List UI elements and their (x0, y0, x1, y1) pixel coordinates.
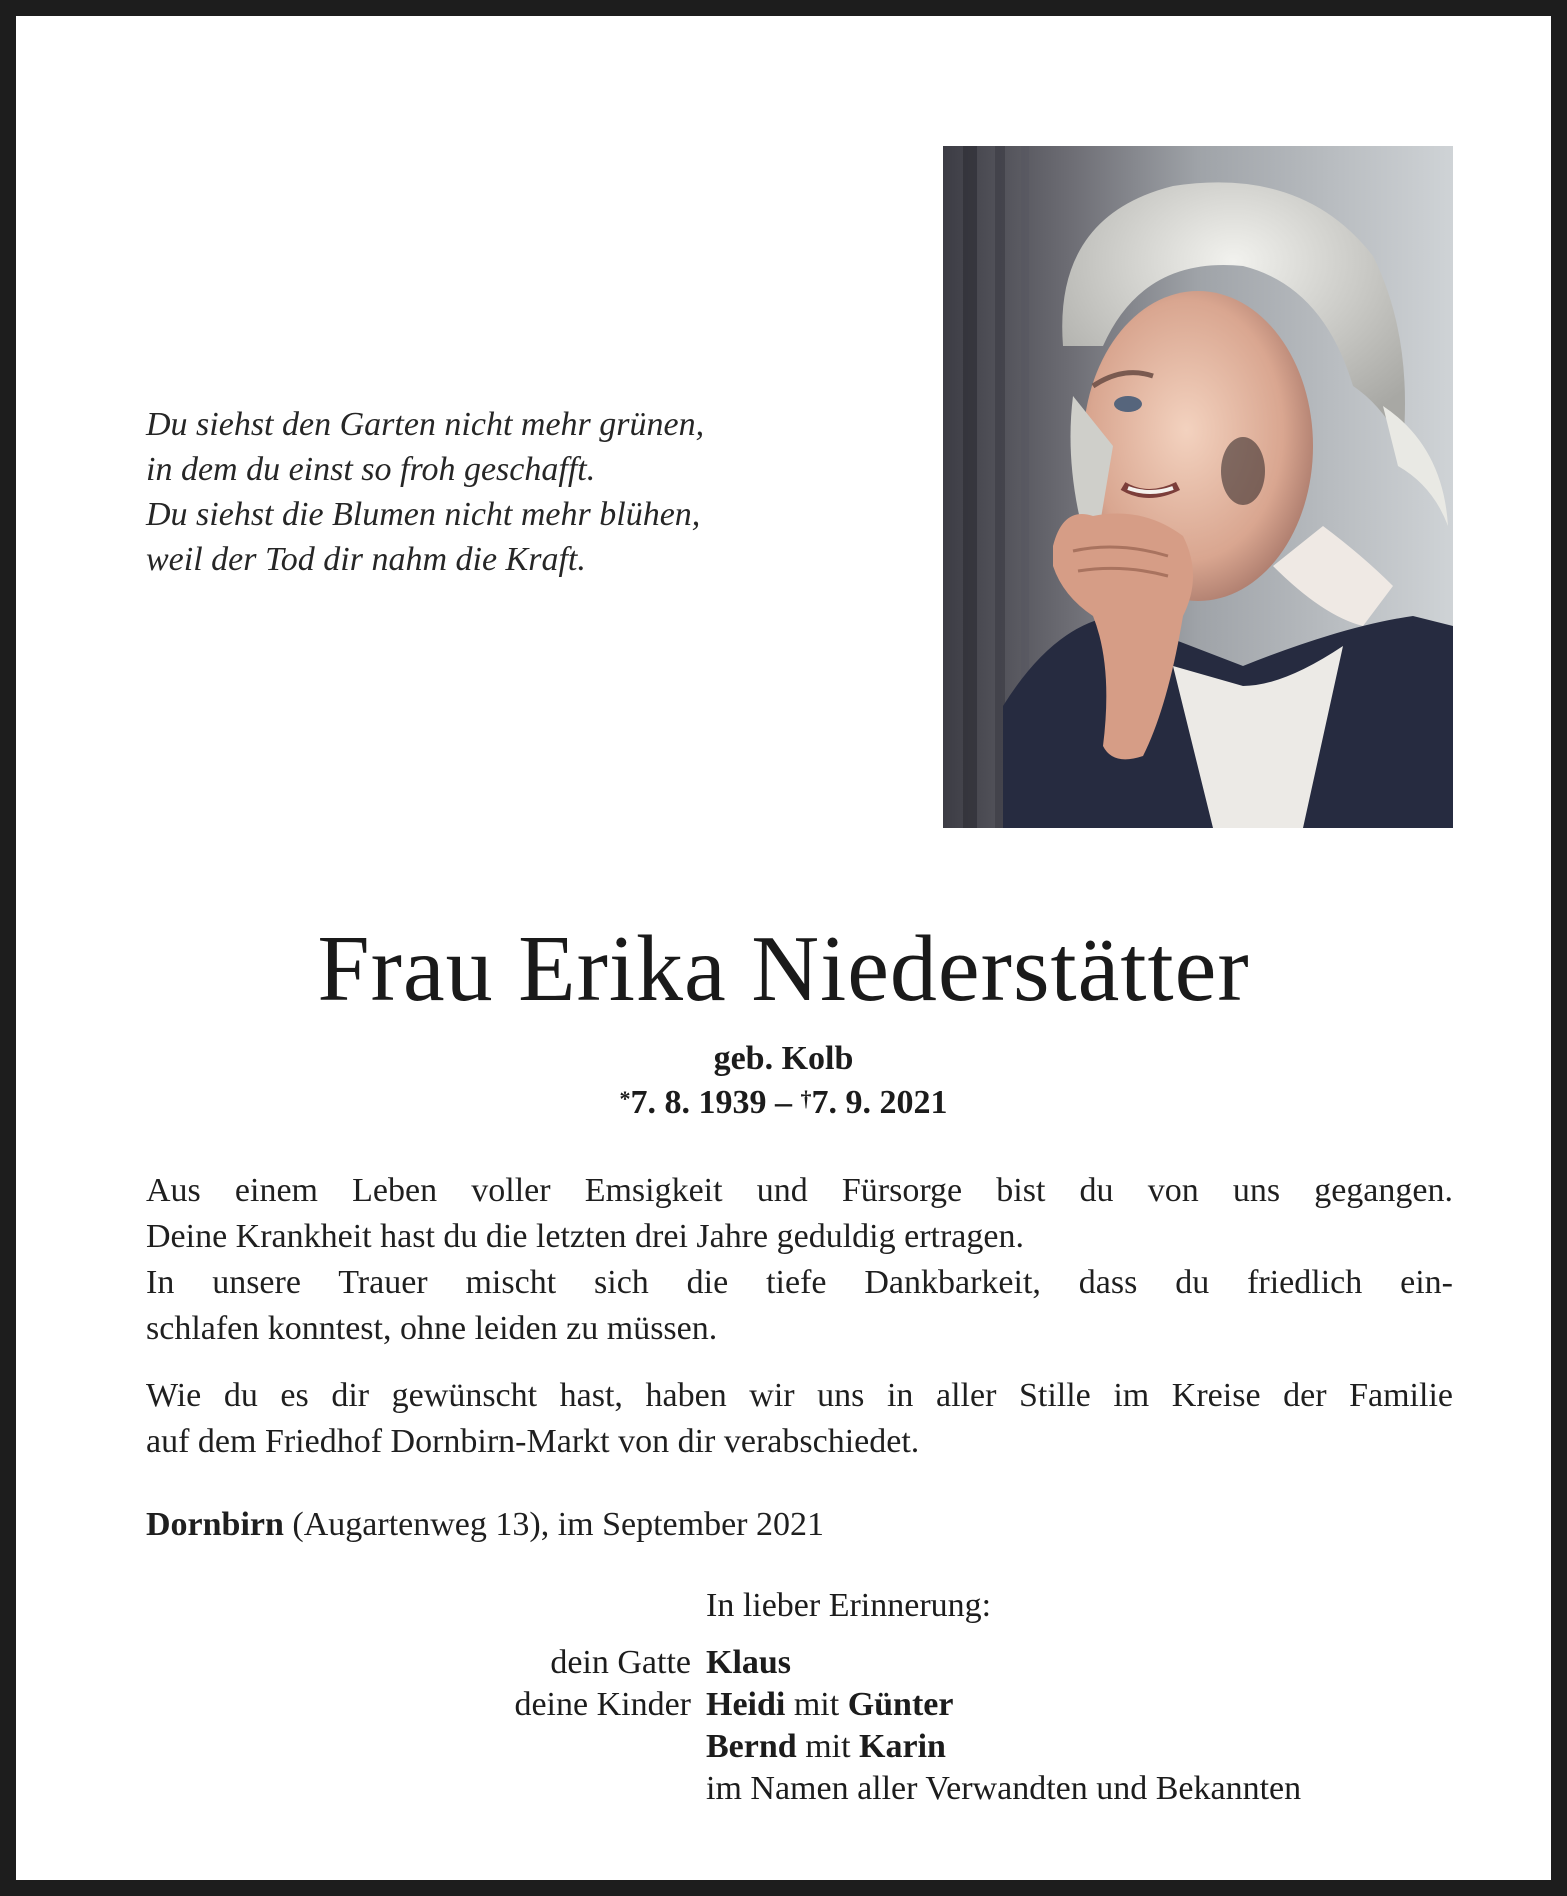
text-line: Deine Krankheit hast du die letzten drei Jahre geduldig ertragen. (146, 1218, 1024, 1255)
relation: deine Kinder (514, 1686, 691, 1723)
birth-name: geb. Kolb (713, 1040, 854, 1077)
poem-line: Du siehst den Garten nicht mehr grünen, (146, 406, 705, 443)
closing-line: im Namen aller Verwandten und Bekannten (706, 1770, 1302, 1807)
poem-line: weil der Tod dir nahm die Kraft. (146, 541, 586, 578)
text-line: Aus einem Leben voller Emsigkeit und Fürsorge bist du von uns gegangen. (146, 1172, 1453, 1209)
poem-line: in dem du einst so froh geschafft. (146, 451, 596, 488)
signature-row (396, 1726, 1301, 1768)
family-name: Günter (847, 1686, 954, 1723)
deceased-name: Frau Erika Niederstätter (317, 917, 1250, 1021)
family-name: Karin (859, 1728, 946, 1765)
birth-symbol: * (619, 1086, 631, 1111)
text-line: schlafen konntest, ohne leiden zu müssen. (146, 1310, 718, 1347)
signatures (396, 1642, 1301, 1810)
life-dates (16, 1082, 1551, 1124)
date-separator: – (766, 1084, 801, 1121)
signature-row (396, 1642, 1301, 1684)
death-symbol: † (800, 1086, 812, 1111)
relation: dein Gatte (550, 1644, 691, 1681)
family-name: Klaus (706, 1644, 792, 1681)
signature-row (396, 1684, 1301, 1726)
paragraph-burial (146, 1373, 1453, 1465)
joiner: mit (785, 1686, 848, 1723)
place-and-date (146, 1502, 1453, 1548)
paragraph-farewell (146, 1168, 1453, 1352)
birth-date: 7. 8. 1939 (630, 1084, 767, 1121)
poem (146, 402, 866, 582)
text-line: Wie du es dir gewünscht hast, haben wir uns in aller Stille im Kreise der Familie (146, 1377, 1453, 1414)
text-line: auf dem Friedhof Dornbirn-Markt von dir verabschiedet. (146, 1423, 920, 1460)
text-line: In unsere Trauer mischt sich die tiefe Dankbarkeit, dass du friedlich ein- (146, 1264, 1453, 1301)
joiner: mit (796, 1728, 860, 1765)
relation (396, 1726, 706, 1768)
place-address-date: (Augartenweg 13), im September 2021 (283, 1506, 825, 1543)
poem-line: Du siehst die Blumen nicht mehr blühen, (146, 496, 701, 533)
family-name: Bernd (706, 1728, 797, 1765)
death-date: 7. 9. 2021 (811, 1084, 948, 1121)
signature-label: In lieber Erinnerung: (706, 1587, 992, 1624)
signature-row (396, 1768, 1301, 1810)
portrait-photo (943, 146, 1453, 828)
family-name: Heidi (706, 1686, 786, 1723)
place-city: Dornbirn (146, 1506, 284, 1543)
portrait-illustration (943, 146, 1453, 828)
